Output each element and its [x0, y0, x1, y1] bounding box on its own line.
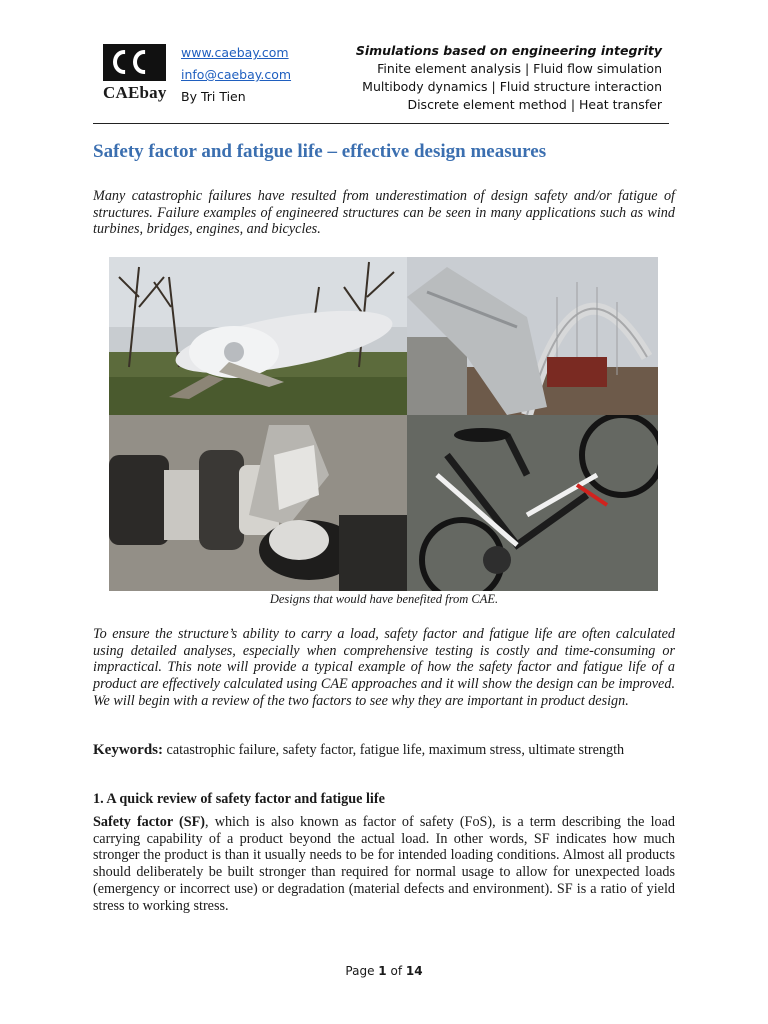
tagline-line: Finite element analysis | Fluid flow simulation: [377, 61, 662, 76]
safety-factor-term: Safety factor (SF): [93, 814, 206, 830]
email-link[interactable]: info@caebay.com: [181, 67, 292, 82]
intro-paragraph: Many catastrophic failures have resulted from underestimation of design safety and/or fatigue of structures. Failure examples of engineered structures can be seen in many applications such as wind turbines, bridges, engines, and bicycles.: [93, 188, 675, 238]
failure-photo-grid: [109, 257, 658, 591]
figure-caption: Designs that would have benefited from CAE.: [269, 592, 499, 606]
wind-turbine-failure-photo: [109, 257, 407, 415]
safety-factor-definition: , which is also known as factor of safety (FoS), is a term describing the load carrying capability of a product beyond the actual load. In other words, SF indicates how much stronger the product is than it usually needs to be for intended loading conditions. Almost all products should deliberately be built stronger than required for normal usage to allow for unexpected loads (emergency or incorrect use) or degradation (material defects and environment). SF is a ratio of yield stress to working stress.: [93, 814, 676, 914]
safety-factor-paragraph: [93, 814, 675, 914]
crankshaft-failure-photo: [109, 415, 407, 591]
keywords-label: Keywords:: [93, 742, 163, 758]
of-label: of: [386, 964, 406, 978]
tagline-line: Multibody dynamics | Fluid structure interaction: [362, 79, 662, 94]
bridge-collapse-photo: [407, 257, 658, 415]
page-label: Page: [345, 964, 379, 978]
keywords-line: [93, 742, 624, 759]
tagline-lead: Simulations based on engineering integrity: [355, 43, 662, 58]
author-line: By Tri Tien: [181, 89, 246, 104]
page-number: 1: [378, 964, 387, 978]
header-divider: [93, 123, 669, 124]
contact-block: [181, 42, 291, 108]
logo-text: CAEbay: [103, 83, 167, 102]
section-heading: 1. A quick review of safety factor and fatigue life: [93, 791, 385, 807]
website-link[interactable]: www.caebay.com: [181, 45, 289, 60]
document-title: Safety factor and fatigue life – effective design measures: [93, 141, 547, 162]
bicycle-frame-failure-photo: [407, 415, 658, 591]
caebay-logo: [103, 44, 166, 100]
page-footer: [0, 964, 768, 978]
tagline-block: [356, 42, 662, 114]
tagline-line: Discrete element method | Heat transfer: [407, 97, 662, 112]
page-total: 14: [405, 964, 423, 978]
keywords-list: catastrophic failure, safety factor, fatigue life, maximum stress, ultimate strength: [166, 742, 625, 758]
body-paragraph: To ensure the structure’s ability to carry a load, safety factor and fatigue life are often calculated using detailed analyses, especially when comprehensive testing is costly and time-consuming or impractical. This note will provide a typical example of how the safety factor and fatigue life of a product are effectively calculated using CAE approaches and it will show the design can be improved. We will begin with a review of the two factors to see why they are important in product design.: [93, 626, 675, 709]
logo-mark: [103, 44, 166, 81]
